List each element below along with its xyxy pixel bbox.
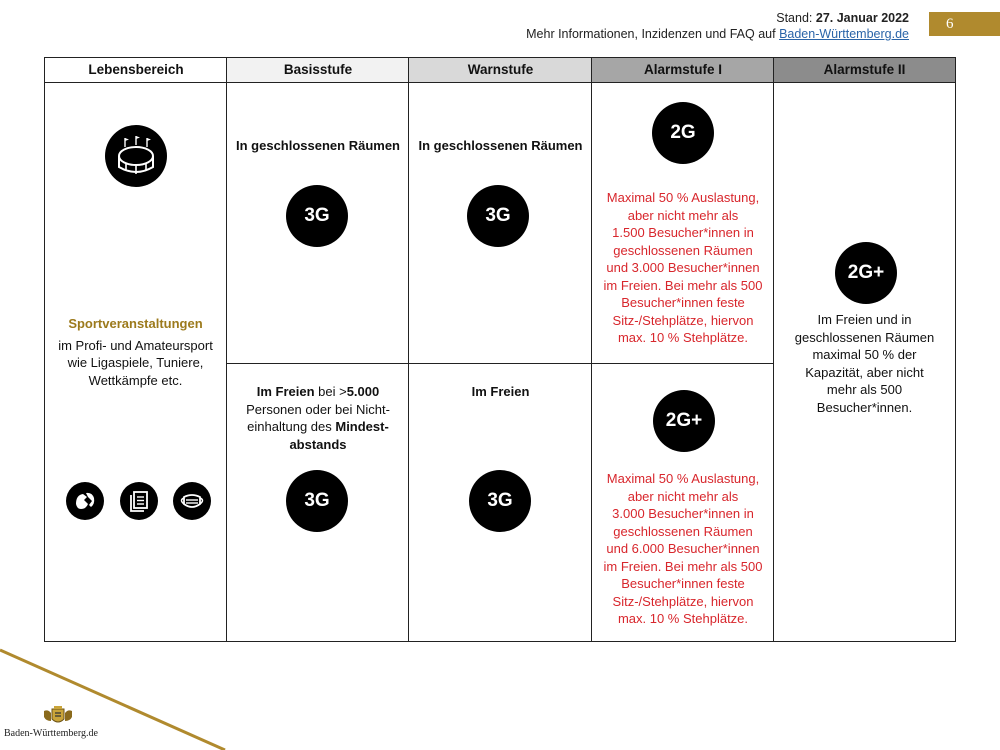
alarm1-lower-line: Sitz-/Stehplätze, hiervon <box>612 593 754 609</box>
alarm1-upper-rule: 2G <box>652 102 714 164</box>
basis-lower-rule: 3G <box>286 470 348 532</box>
alarm1-lower-line: und 6.000 Besucher*innen <box>606 541 760 556</box>
header-lebensbereich: Lebensbereich <box>45 58 227 82</box>
alarm1-upper-line: 1.500 Besucher*innen in <box>612 225 754 240</box>
basis-lower-text1: bei > <box>314 384 347 399</box>
alarm2-line: Kapazität, aber nicht <box>805 364 924 380</box>
header-alarmstufe2: Alarmstufe II <box>774 58 955 82</box>
alarm2-line: Im Freien und in <box>817 312 912 327</box>
basis-lower-text <box>227 383 409 453</box>
info-text: Mehr Informationen, Inzidenzen und FAQ auf <box>526 27 780 41</box>
alarm1-lower-line: Besucher*innen feste <box>621 576 745 591</box>
stand-date: 27. Januar 2022 <box>815 11 909 25</box>
basis-upper-rule: 3G <box>286 185 348 247</box>
header-warnstufe: Warnstufe <box>409 58 592 82</box>
row-divider <box>226 363 774 364</box>
warn-lower-rule: 3G <box>469 470 531 532</box>
warn-upper-label: In geschlossenen Räumen <box>418 138 583 153</box>
alarm1-upper-line: und 3.000 Besucher*innen <box>606 260 760 275</box>
state-crest-icon <box>40 705 76 727</box>
alarm1-upper-line: max. 10 % Stehplätze. <box>617 330 749 345</box>
basis-upper-label: In geschlossenen Räumen <box>236 138 400 153</box>
lebensbereich-desc-3: Wettkämpfe etc. <box>88 372 183 388</box>
alarm1-upper-line: geschlossenen Räumen <box>613 242 753 258</box>
alarm2-line: geschlossenen Räumen <box>794 329 935 345</box>
lebensbereich-block <box>45 315 226 389</box>
header-info <box>526 10 909 42</box>
alarm1-lower-text <box>592 470 774 628</box>
alarm1-upper-line: Besucher*innen feste <box>621 295 745 310</box>
stand-prefix: Stand: <box>776 11 816 25</box>
mask-icon <box>173 482 211 520</box>
alarm1-lower-line: max. 10 % Stehplätze. <box>617 611 749 626</box>
lebensbereich-desc-1: im Profi- und Amateursport <box>58 337 213 353</box>
header-alarmstufe1: Alarmstufe I <box>592 58 774 82</box>
alarm1-lower-line: 3.000 Besucher*innen in <box>612 506 754 521</box>
alarm1-lower-rule: 2G+ <box>653 390 715 452</box>
alarm2-line: maximal 50 % der <box>812 347 917 362</box>
basis-lower-bold4: abstands <box>289 436 347 452</box>
basis-lower-bold3: Mindest- <box>335 419 389 434</box>
page-number: 6 <box>929 12 1000 36</box>
alarm2-text <box>774 311 955 416</box>
header-divider <box>45 82 955 83</box>
alarm1-lower-line: geschlossenen Räumen <box>613 523 753 539</box>
lebensbereich-title: Sportveranstaltungen <box>68 316 203 331</box>
documents-icon <box>120 482 158 520</box>
header-basisstufe: Basisstufe <box>227 58 409 82</box>
stand-line <box>526 10 909 26</box>
basis-lower-line2: Personen oder bei Nicht- <box>246 401 390 417</box>
alarm1-upper-line: Sitz-/Stehplätze, hiervon <box>612 312 754 328</box>
alarm1-lower-line: Maximal 50 % Auslastung, <box>606 471 760 486</box>
rules-table <box>44 57 956 642</box>
alarm2-rule: 2G+ <box>835 242 897 304</box>
lebensbereich-desc-2: wie Ligaspiele, Tuniere, <box>67 355 204 370</box>
stadium-icon <box>105 125 167 187</box>
alarm1-upper-text <box>592 189 774 347</box>
alarm1-lower-line: im Freien. Bei mehr als 500 <box>603 558 763 574</box>
basis-lower-bold2: 5.000 <box>346 384 380 399</box>
warn-lower-label: Im Freien <box>471 384 530 399</box>
hands-icon <box>66 482 104 520</box>
alarm1-upper-line: im Freien. Bei mehr als 500 <box>603 277 763 293</box>
alarm1-upper-line: aber nicht mehr als <box>627 207 739 223</box>
footer-logo-text: Baden-Württemberg.de <box>4 728 98 739</box>
info-line <box>526 26 909 42</box>
warn-upper-rule: 3G <box>467 185 529 247</box>
basis-lower-bold1: Im Freien <box>256 384 315 399</box>
basis-lower-line3a: einhaltung des <box>247 419 336 434</box>
alarm2-line: mehr als 500 <box>826 382 903 397</box>
info-link[interactable]: Baden-Württemberg.de <box>779 27 909 41</box>
alarm1-lower-line: aber nicht mehr als <box>627 488 739 504</box>
alarm1-upper-line: Maximal 50 % Auslastung, <box>606 190 760 205</box>
alarm2-line: Besucher*innen. <box>816 399 913 415</box>
